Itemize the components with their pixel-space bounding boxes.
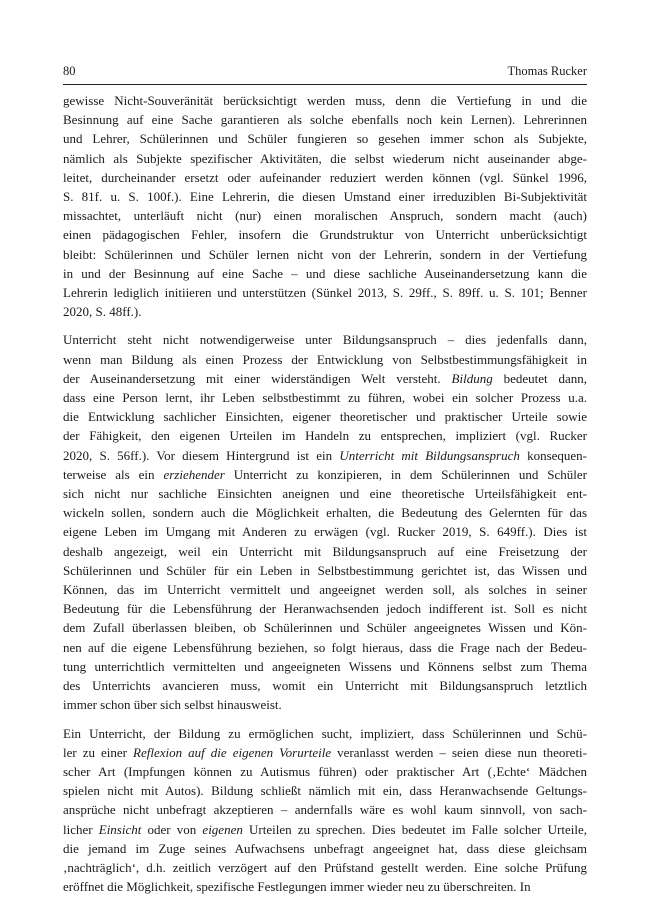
text-line [63,225,587,244]
text-line [63,302,587,321]
text-line [63,503,587,522]
text-run: dem Zufall überlassen bleiben, ob Schülerinnen und Schüler angeeignetes Wissen und Kön- [63,620,587,636]
paragraph [63,724,587,897]
text-line [63,618,587,637]
text-line [63,724,587,743]
text-line [63,283,587,302]
italic-phrase: erziehender [163,466,225,482]
text-line [63,187,587,206]
text-run: wickeln sollen, sondern auch die Möglichkeit erhalten, die Bedeutung des Gelernten für das [63,505,587,521]
text-line [63,245,587,264]
text-line [63,168,587,187]
text-line [63,877,587,896]
text-run: licher [63,821,99,837]
text-line [63,350,587,369]
text-run: ansprüche nicht unbefragt akzeptieren – andernfalls wäre es wohl kaum sinnvoll, von sach- [63,802,587,818]
text-run: terweise als ein [63,466,164,482]
text-run: der Fähigkeit, den eigenen Urteilen im Handeln zu entsprechen, impliziert (vgl. Rucker [63,428,587,444]
running-head [63,64,587,79]
text-line [63,676,587,695]
text-line [63,369,587,388]
text-line [63,264,587,283]
text-run: leitet, durcheinander ersetzt oder aufeinander reduziert werden können (vgl. Sünkel 1996, [63,169,587,185]
text-line [63,330,587,349]
header-rule [63,84,587,85]
text-run: nen auf die eigene Lebensführung beziehen, so folgt hieraus, dass die Frage nach der Bedeu- [63,639,587,655]
text-line [63,762,587,781]
text-run: Bedeutung für die Lebensführung der Heranwachsenden jedoch indifferent ist. Soll es nicht [63,601,587,617]
italic-phrase: Einsicht [98,821,142,837]
text-line [63,743,587,762]
text-line [63,781,587,800]
text-run: Ein Unterricht, der Bildung zu ermöglichen sucht, impliziert, dass Schülerinnen und Schü- [63,725,587,741]
text-line [63,839,587,858]
text-line [63,638,587,657]
text-run: in und der Besinnung auf eine Sache – und diese sachliche Auseinandersetzung kann die [63,265,587,281]
italic-phrase: Unterricht mit Bildungsanspruch [339,447,520,463]
text-line [63,542,587,561]
text-run: spielen nicht mit Autos). Bildung schließt nämlich mit ein, dass Heranwachsende Geltungs- [63,783,587,799]
text-run: eigene Leben im Umgang mit Anderen zu erwägen (vgl. Rucker 2019, S. 649ff.). Dies ist [63,524,587,540]
text-run: immer schon über sich selbst hinausweist. [63,697,282,713]
text-line [63,407,587,426]
text-line [63,110,587,129]
text-line [63,820,587,839]
text-run: nämlich als Subjekte spezifischer Aktivitäten, die selbst wiederum nicht auseinander abge- [63,150,587,166]
text-line [63,446,587,465]
text-run: oder von [141,821,203,837]
text-line [63,484,587,503]
text-line [63,800,587,819]
text-line [63,580,587,599]
text-line [63,695,587,714]
text-line [63,149,587,168]
text-run: Lehrerin lediglich initiieren und unterstützen (Sünkel 2013, S. 29ff., S. 89ff. u. S. 101; Benner [63,285,587,301]
text-run: des Unterrichts avancieren muss, womit ein Unterricht mit Bildungsanspruch letztlich [63,678,587,694]
text-line [63,206,587,225]
text-run: deshalb angezeigt, weil ein Unterricht mit Bildungsanspruch auf eine Freisetzung der [63,543,587,559]
text-run: ‚nachträglich‘, d.h. zeitlich verzögert auf den Prüfstand gestellt werden. Eine solche Prüfung [63,859,587,875]
text-run: wenn man Bildung als einen Prozess der Entwicklung von Selbstbestimmungsfähigkeit in [63,351,587,367]
text-line [63,465,587,484]
text-run: die Entwicklung sachlicher Einsichten, eigener theoretischer und praktischer Urteile sowie [63,409,587,425]
text-run: missachtet, unterläuft nicht (nur) einen moralischen Anspruch, sondern macht (auch) [63,208,587,224]
text-run: gewisse Nicht-Souveränität berücksichtigt werden muss, denn die Vertiefung in und die [63,93,587,108]
text-run: Können, das im Unterricht vermittelt und angeeignet werden soll, als solches in seiner [63,582,587,598]
body-text [63,91,587,905]
text-run: ler zu einer [63,744,134,760]
text-run: scher Art (Impfungen können zu Autismus führen) oder praktischer Art (‚Echte‘ Mädchen [63,763,587,779]
text-run: die jemand im Zuge seines Aufwachsens unbefragt angeeignet hat, dass diese gleichsam [63,840,587,856]
page-number: 80 [63,64,76,78]
text-run: Unterricht steht nicht notwendigerweise unter Bildungsanspruch – dies jedenfalls dann, [63,332,587,348]
text-run: 2020, S. 48ff.). [63,304,142,320]
italic-phrase: Bildung [451,370,493,386]
text-line [63,522,587,541]
text-line [63,129,587,148]
text-line [63,426,587,445]
text-run: Schülerinnen und Schüler für ein Leben in Selbstbestimmung gerichtet ist, das Wissen und [63,562,587,578]
paragraph [63,330,587,714]
italic-phrase: Reflexion auf die eigenen Vorurteile [133,744,332,760]
text-run: Unterricht zu konzipieren, in dem Schülerinnen und Schüler [224,466,587,482]
text-run: und Lehrer, Schülerinnen und Schüler fungieren so gesehen immer schon als Subjekte, [63,131,587,147]
text-run: 2020, S. 56ff.). Vor diesem Hintergrund ist ein [63,447,340,463]
italic-phrase: eigenen [202,821,243,837]
text-run: konsequen- [519,447,588,463]
paragraph [63,91,587,321]
text-run: Urteilen zu sprechen. Dies bedeutet im Falle solcher Urteile, [242,821,587,837]
text-run: veranlasst werden – seien diese nun theoreti- [331,744,587,760]
text-line [63,657,587,676]
text-line [63,858,587,877]
text-run: S. 81f. u. S. 100f.). Eine Lehrerin, die diesen Umstand einer irreduziblen Bi-Subjektivität [63,189,587,205]
text-run: bleibt: Schülerinnen und Schüler lernen nicht von der Lehrerin, sondern in der Vertiefung [63,246,587,262]
text-run: tung unterrichtlich vermittelten und angeeigneten Wissens und Könnens selbst zum Thema [63,658,587,674]
text-line [63,599,587,618]
running-head-author: Thomas Rucker [507,64,587,78]
text-run: eröffnet die Möglichkeit, spezifische Festlegungen immer wieder neu zu überschreiten. In [63,879,531,895]
text-run: der Auseinandersetzung mit einer widerständigen Welt versteht. [63,370,452,386]
text-run: bedeutet dann, [492,370,587,386]
text-run: einen pädagogischen Fehler, insofern die Grundstruktur von Unterricht unberücksichtigt [63,227,587,243]
text-run: sich nicht nur sachliche Einsichten aneignen und eine theoretische Urteilsfähigkeit ent- [63,486,587,502]
text-run: Besinnung auf eine Sache garantieren als solche ebenfalls noch kein Lernen). Lehrerinnen [63,112,587,128]
text-run: dass eine Person lernt, ihr Leben selbstbestimmt zu führen, wobei ein solcher Prozess u.a. [63,390,587,406]
text-line [63,561,587,580]
text-line [63,91,587,110]
text-line [63,388,587,407]
